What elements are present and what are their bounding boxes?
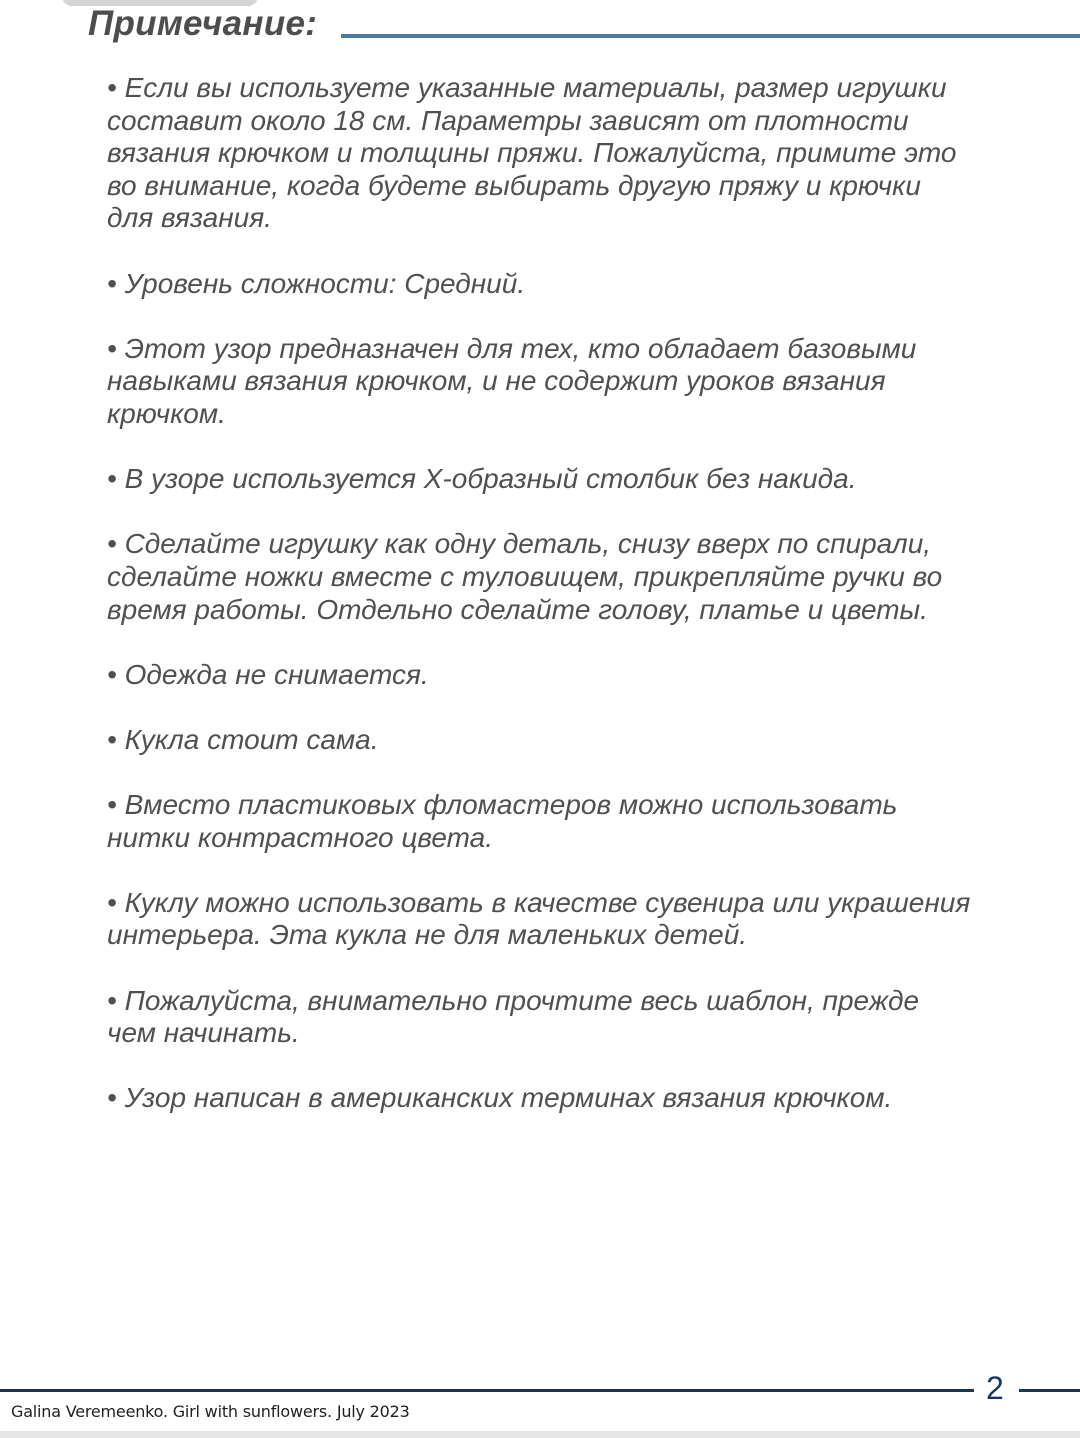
note-item: • Сделайте игрушку как одну деталь, снизу вверх по спирали, сделайте ножки вместе с туловищем, прикрепляйте ручки во время работы. Отдельно сделайте голову, платье и цветы.	[107, 528, 943, 625]
footer-credit: Galina Veremeenko. Girl with sunflowers. July 2023	[11, 1402, 410, 1421]
note-item: • Кукла стоит сама.	[107, 723, 379, 755]
note-item: • Вместо пластиковых фломастеров можно использовать нитки контрастного цвета.	[107, 789, 898, 853]
note-item: • Этот узор предназначен для тех, кто обладает базовыми навыками вязания крючком, и не содержит уроков вязания крючком.	[107, 332, 917, 429]
note-item: • Пожалуйста, внимательно прочтите весь шаблон, прежде чем начинать.	[107, 984, 920, 1049]
page-heading: Примечание:	[88, 4, 318, 43]
footer-divider-right	[1019, 1389, 1080, 1392]
note-item: • В узоре используется Х-образный столбик без накида.	[107, 463, 857, 495]
bottom-strip	[0, 1431, 1080, 1438]
page-number: 2	[986, 1370, 1004, 1406]
note-item: • Если вы используете указанные материалы, размер игрушки составит около 18 см. Параметры зависят от плотности вязания крючком и толщины пряжи. Пожалуйста, примите это во внимание, когда будете выбирать другую пряжу и крючки для вязания.	[107, 72, 957, 234]
note-item: • Уровень сложности: Средний.	[107, 267, 526, 299]
heading-divider	[341, 34, 1080, 38]
footer-divider-left	[0, 1389, 974, 1392]
notes-list	[107, 72, 1047, 1148]
note-item: • Куклу можно использовать в качестве сувенира или украшения интерьера. Эта кукла не для маленьких детей.	[107, 886, 971, 951]
note-item: • Одежда не снимается.	[107, 658, 429, 690]
note-item: • Узор написан в американских терминах вязания крючком.	[107, 1082, 893, 1114]
